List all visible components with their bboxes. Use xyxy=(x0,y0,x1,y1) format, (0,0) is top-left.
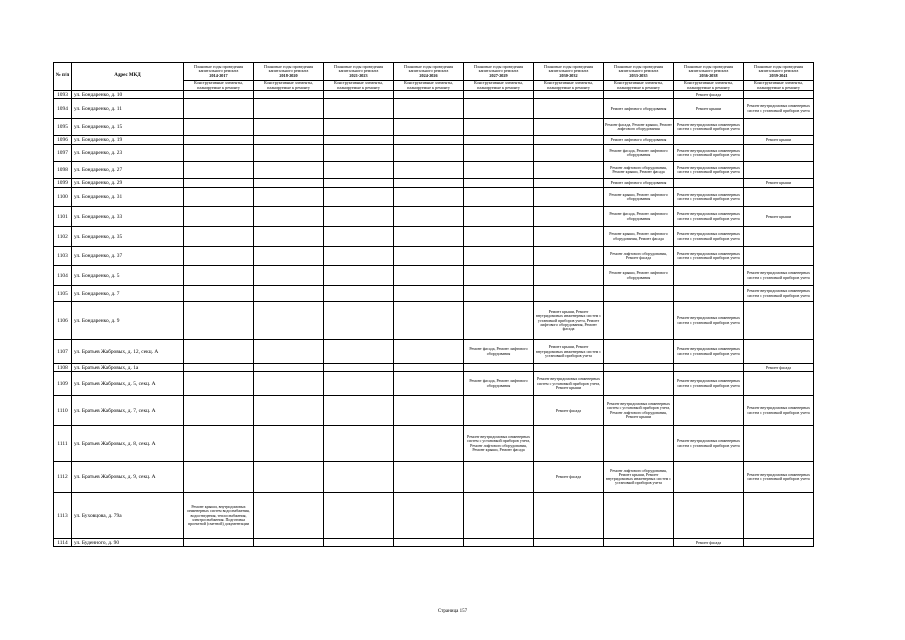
repair-cell xyxy=(324,119,394,136)
table-row xyxy=(54,136,814,145)
repair-cell xyxy=(534,188,604,207)
repair-cell xyxy=(184,207,254,227)
repair-cell xyxy=(744,426,814,462)
repair-cell xyxy=(674,493,744,539)
table-row xyxy=(54,539,814,547)
repair-cell xyxy=(534,227,604,247)
repair-cell: Ремонт крыши, Ремонт внутридомовых инженерных систем с установкой приборов учета, Ремонт лифтового оборудования, Ремонт фасада xyxy=(534,302,604,340)
repair-cell: Ремонт крыши xyxy=(744,136,814,145)
repair-cell xyxy=(534,136,604,145)
repair-cell xyxy=(604,302,674,340)
repair-cell: Ремонт внутридомовых инженерных систем с установкой приборов учета xyxy=(674,207,744,227)
repair-cell xyxy=(464,162,534,179)
repair-cell xyxy=(324,179,394,188)
repair-cell xyxy=(464,145,534,162)
repair-cell: Ремонт фасада xyxy=(534,396,604,426)
row-number: 1109 xyxy=(54,372,72,396)
repair-cell xyxy=(394,247,464,266)
repair-cell: Ремонт фасада xyxy=(674,91,744,99)
elements-subheader: Конструктивные элементы, планируемые к ремонту xyxy=(744,81,814,91)
repair-cell xyxy=(394,286,464,302)
repair-cell xyxy=(254,539,324,547)
row-number: 1096 xyxy=(54,136,72,145)
repair-cell xyxy=(744,493,814,539)
repair-cell xyxy=(254,266,324,286)
repair-cell xyxy=(394,91,464,99)
repair-cell xyxy=(744,188,814,207)
repair-cell xyxy=(604,340,674,364)
repair-cell xyxy=(184,188,254,207)
repair-cell xyxy=(184,266,254,286)
repair-cell: Ремонт внутридомовых инженерных систем с установкой приборов учета xyxy=(674,188,744,207)
repair-cell xyxy=(184,364,254,372)
repair-cell xyxy=(604,426,674,462)
repair-cell: Ремонт внутридомовых инженерных систем с установкой приборов учета xyxy=(744,266,814,286)
repair-cell: Ремонт внутридомовых инженерных систем с установкой приборов учета, Ремонт лифтового оборудования, Ремонт крыши, Ремонт фасада xyxy=(464,426,534,462)
repair-cell xyxy=(534,493,604,539)
row-number: 1104 xyxy=(54,266,72,286)
repair-cell xyxy=(534,364,604,372)
period-header: Плановые годы проведения капитального ремонта 2036-2038 xyxy=(674,63,744,81)
row-address: ул. Бондаренко, д. 5 xyxy=(72,266,184,286)
row-address: ул. Братьев Жабровых, д. 7, секц. А xyxy=(72,396,184,426)
elements-subheader: Конструктивные элементы, планируемые к ремонту xyxy=(464,81,534,91)
repair-cell xyxy=(394,372,464,396)
repair-cell: Ремонт лифтового оборудования xyxy=(604,99,674,119)
row-number: 1107 xyxy=(54,340,72,364)
repair-cell xyxy=(324,91,394,99)
row-number: 1099 xyxy=(54,179,72,188)
row-address: ул. Бондаренко, д. 7 xyxy=(72,286,184,302)
repair-cell xyxy=(394,188,464,207)
row-number: 1114 xyxy=(54,539,72,547)
row-number: 1106 xyxy=(54,302,72,340)
repair-cell xyxy=(254,99,324,119)
repair-cell xyxy=(184,426,254,462)
repair-cell: Ремонт лифтового оборудования xyxy=(604,179,674,188)
repair-cell: Ремонт фасада xyxy=(674,539,744,547)
table-row xyxy=(54,396,814,426)
repair-cell xyxy=(254,462,324,493)
repair-cell xyxy=(394,396,464,426)
repair-cell xyxy=(394,364,464,372)
repair-cell xyxy=(464,302,534,340)
row-address: ул. Буденного, д. 90 xyxy=(72,539,184,547)
repair-cell xyxy=(604,493,674,539)
period-header: Плановые годы проведения капитального ремонта 2030-2032 xyxy=(534,63,604,81)
repair-cell xyxy=(744,247,814,266)
row-address: ул. Братьев Жабровых, д. 8, секц. А xyxy=(72,426,184,462)
repair-cell xyxy=(184,286,254,302)
repair-cell: Ремонт внутридомовых инженерных систем с установкой приборов учета xyxy=(744,462,814,493)
repair-cell xyxy=(254,302,324,340)
repair-cell xyxy=(324,136,394,145)
repair-cell xyxy=(744,227,814,247)
repair-cell xyxy=(324,286,394,302)
column-header-number: № п/п xyxy=(54,63,72,91)
repair-cell xyxy=(254,372,324,396)
repair-cell xyxy=(254,136,324,145)
repair-cell: Ремонт фасада, Ремонт лифтового оборудования xyxy=(464,340,534,364)
repair-cell xyxy=(394,266,464,286)
repair-cell xyxy=(744,119,814,136)
repair-cell xyxy=(394,493,464,539)
period-header: Плановые годы проведения капитального ремонта 2021-2023 xyxy=(324,63,394,81)
repair-cell xyxy=(184,119,254,136)
row-address: ул. Бондаренко, д. 23 xyxy=(72,145,184,162)
repair-cell xyxy=(394,207,464,227)
repair-cell xyxy=(254,207,324,227)
repair-cell xyxy=(394,136,464,145)
repair-cell xyxy=(184,227,254,247)
repair-cell xyxy=(604,539,674,547)
repair-cell xyxy=(324,493,394,539)
repair-cell xyxy=(744,340,814,364)
repair-cell xyxy=(394,539,464,547)
repair-cell xyxy=(674,179,744,188)
table-row xyxy=(54,426,814,462)
repair-cell xyxy=(534,426,604,462)
table-row xyxy=(54,188,814,207)
repair-cell xyxy=(534,247,604,266)
row-address: ул. Бондаренко, д. 27 xyxy=(72,162,184,179)
repair-cell xyxy=(464,462,534,493)
period-header: Плановые годы проведения капитального ремонта 2014-2017 xyxy=(184,63,254,81)
repair-cell: Ремонт внутридомовых инженерных систем с установкой приборов учета xyxy=(744,286,814,302)
row-number: 1100 xyxy=(54,188,72,207)
repair-cell xyxy=(464,493,534,539)
repair-cell xyxy=(324,145,394,162)
repair-cell: Ремонт внутридомовых инженерных систем с установкой приборов учета xyxy=(674,247,744,266)
row-number: 1110 xyxy=(54,396,72,426)
repair-cell: Ремонт внутридомовых инженерных систем с установкой приборов учета, Ремонт крыши xyxy=(534,372,604,396)
repair-cell: Ремонт внутридомовых инженерных систем с установкой приборов учета xyxy=(674,119,744,136)
row-number: 1102 xyxy=(54,227,72,247)
repair-cell xyxy=(604,364,674,372)
repair-cell: Ремонт внутридомовых инженерных систем с установкой приборов учета xyxy=(674,227,744,247)
repair-cell xyxy=(324,302,394,340)
repair-cell: Ремонт внутридомовых инженерных систем с установкой приборов учета xyxy=(674,302,744,340)
table-row xyxy=(54,266,814,286)
repair-cell: Ремонт лифтового оборудования, Ремонт крыши, Ремонт внутридомовых инженерных систем с установкой приборов учета xyxy=(604,462,674,493)
row-number: 1095 xyxy=(54,119,72,136)
repair-cell xyxy=(464,119,534,136)
repair-cell xyxy=(324,396,394,426)
repair-cell xyxy=(534,179,604,188)
row-address: ул. Братьев Жабровых, д. 1а xyxy=(72,364,184,372)
repair-cell xyxy=(184,247,254,266)
repair-cell: Ремонт внутридомовых инженерных систем с установкой приборов учета xyxy=(674,162,744,179)
repair-cell xyxy=(394,99,464,119)
row-number: 1105 xyxy=(54,286,72,302)
repair-cell: Ремонт фасада xyxy=(534,462,604,493)
capital-repair-table xyxy=(53,62,813,547)
row-number: 1108 xyxy=(54,364,72,372)
table-row xyxy=(54,340,814,364)
repair-cell xyxy=(324,426,394,462)
repair-cell: Ремонт внутридомовых инженерных систем с установкой приборов учета xyxy=(674,372,744,396)
repair-cell xyxy=(464,136,534,145)
repair-cell xyxy=(674,136,744,145)
row-address: ул. Братьев Жабровых, д. 12, секц. А xyxy=(72,340,184,364)
repair-cell xyxy=(394,426,464,462)
repair-cell xyxy=(184,396,254,426)
table-row xyxy=(54,302,814,340)
row-address: ул. Бондаренко, д. 29 xyxy=(72,179,184,188)
repair-cell xyxy=(534,91,604,99)
repair-cell xyxy=(254,188,324,207)
repair-cell xyxy=(394,227,464,247)
repair-cell xyxy=(744,372,814,396)
repair-cell xyxy=(744,145,814,162)
repair-cell xyxy=(324,99,394,119)
repair-cell xyxy=(464,227,534,247)
repair-cell xyxy=(254,247,324,266)
repair-cell xyxy=(184,340,254,364)
row-number: 1111 xyxy=(54,426,72,462)
table-row xyxy=(54,493,814,539)
table-row xyxy=(54,286,814,302)
repair-cell xyxy=(464,207,534,227)
repair-cell xyxy=(534,145,604,162)
row-address: ул. Бондаренко, д. 15 xyxy=(72,119,184,136)
repair-cell xyxy=(184,99,254,119)
repair-cell xyxy=(534,266,604,286)
repair-cell: Ремонт крыши, Ремонт лифтового оборудования xyxy=(604,266,674,286)
repair-cell xyxy=(674,286,744,302)
period-header: Плановые годы проведения капитального ремонта 2027-2029 xyxy=(464,63,534,81)
repair-cell xyxy=(464,266,534,286)
repair-cell: Ремонт крыши, Ремонт внутридомовых инженерных систем с установкой приборов учета xyxy=(534,340,604,364)
repair-cell xyxy=(184,136,254,145)
repair-cell xyxy=(254,493,324,539)
period-header: Плановые годы проведения капитального ремонта 2033-2035 xyxy=(604,63,674,81)
repair-cell xyxy=(254,364,324,372)
repair-cell: Ремонт лифтового оборудования, Ремонт фасада xyxy=(604,247,674,266)
repair-cell xyxy=(184,162,254,179)
row-address: ул. Братьев Жабровых, д. 9, секц. А xyxy=(72,462,184,493)
table-row xyxy=(54,247,814,266)
row-number: 1112 xyxy=(54,462,72,493)
column-header-address: Адрес МКД xyxy=(72,63,184,91)
repair-cell xyxy=(254,119,324,136)
period-header: Плановые годы проведения капитального ремонта 2039-2041 xyxy=(744,63,814,81)
row-number: 1098 xyxy=(54,162,72,179)
repair-cell xyxy=(394,145,464,162)
elements-subheader: Конструктивные элементы, планируемые к ремонту xyxy=(674,81,744,91)
repair-cell xyxy=(394,119,464,136)
repair-cell: Ремонт лифтового оборудования, Ремонт крыши, Ремонт фасада xyxy=(604,162,674,179)
repair-cell xyxy=(604,91,674,99)
repair-cell: Ремонт крыши xyxy=(674,99,744,119)
repair-cell xyxy=(394,179,464,188)
table-row xyxy=(54,372,814,396)
row-number: 1097 xyxy=(54,145,72,162)
repair-cell xyxy=(674,396,744,426)
repair-cell: Ремонт фасада, Ремонт лифтового оборудования xyxy=(464,372,534,396)
repair-cell xyxy=(324,266,394,286)
table-row xyxy=(54,227,814,247)
repair-cell xyxy=(464,247,534,266)
repair-cell xyxy=(744,539,814,547)
elements-subheader: Конструктивные элементы, планируемые к ремонту xyxy=(604,81,674,91)
repair-cell xyxy=(324,227,394,247)
repair-cell: Ремонт фасада, Ремонт лифтового оборудования xyxy=(604,207,674,227)
repair-cell xyxy=(674,364,744,372)
repair-cell: Ремонт фасада xyxy=(744,364,814,372)
row-number: 1094 xyxy=(54,99,72,119)
repair-cell: Ремонт внутридомовых инженерных систем с установкой приборов учета xyxy=(744,396,814,426)
table-row xyxy=(54,179,814,188)
row-address: ул. Буховцова, д. 79а xyxy=(72,493,184,539)
repair-cell xyxy=(744,302,814,340)
repair-cell xyxy=(534,162,604,179)
table-row xyxy=(54,99,814,119)
row-number: 1103 xyxy=(54,247,72,266)
elements-subheader: Конструктивные элементы, планируемые к ремонту xyxy=(394,81,464,91)
repair-cell xyxy=(464,91,534,99)
elements-subheader: Конструктивные элементы, планируемые к ремонту xyxy=(534,81,604,91)
repair-cell xyxy=(324,462,394,493)
repair-cell xyxy=(394,162,464,179)
repair-cell xyxy=(534,207,604,227)
repair-cell xyxy=(394,302,464,340)
repair-cell xyxy=(254,286,324,302)
repair-cell xyxy=(324,364,394,372)
repair-cell xyxy=(184,539,254,547)
repair-cell xyxy=(464,364,534,372)
repair-cell xyxy=(464,179,534,188)
repair-cell xyxy=(324,539,394,547)
table-row xyxy=(54,207,814,227)
row-address: ул. Бондаренко, д. 35 xyxy=(72,227,184,247)
row-address: ул. Бондаренко, д. 11 xyxy=(72,99,184,119)
row-number: 1113 xyxy=(54,493,72,539)
repair-cell xyxy=(324,207,394,227)
repair-cell: Ремонт фасада, Ремонт лифтового оборудования xyxy=(604,145,674,162)
repair-cell xyxy=(254,145,324,162)
table-row xyxy=(54,91,814,99)
repair-cell: Ремонт крыши, внутридомовых инженерных систем водоснабжения, водоотведения, теплоснабжения, электроснабжения. Подготовка проектной (сметной) документации xyxy=(184,493,254,539)
row-address: ул. Братьев Жабровых, д. 5, секц. А xyxy=(72,372,184,396)
repair-cell xyxy=(184,302,254,340)
repair-cell xyxy=(534,119,604,136)
repair-cell xyxy=(254,179,324,188)
row-address: ул. Бондаренко, д. 10 xyxy=(72,91,184,99)
repair-cell: Ремонт лифтового оборудования xyxy=(604,136,674,145)
table-row xyxy=(54,162,814,179)
repair-cell xyxy=(604,286,674,302)
repair-cell xyxy=(254,396,324,426)
repair-cell xyxy=(254,227,324,247)
repair-cell xyxy=(674,266,744,286)
row-address: ул. Бондаренко, д. 37 xyxy=(72,247,184,266)
table-row xyxy=(54,462,814,493)
repair-cell xyxy=(394,462,464,493)
repair-cell xyxy=(394,340,464,364)
repair-cell xyxy=(604,372,674,396)
repair-cell xyxy=(184,372,254,396)
row-number: 1093 xyxy=(54,91,72,99)
repair-cell xyxy=(674,462,744,493)
table-row xyxy=(54,145,814,162)
period-header: Плановые годы проведения капитального ремонта 2024-2026 xyxy=(394,63,464,81)
repair-cell xyxy=(184,462,254,493)
repair-cell xyxy=(254,426,324,462)
table-row xyxy=(54,364,814,372)
repair-cell xyxy=(254,91,324,99)
repair-cell xyxy=(254,162,324,179)
repair-cell xyxy=(324,340,394,364)
repair-cell xyxy=(184,179,254,188)
repair-cell xyxy=(184,91,254,99)
row-address: ул. Бондаренко, д. 31 xyxy=(72,188,184,207)
repair-cell xyxy=(464,396,534,426)
row-address: ул. Бондаренко, д. 19 xyxy=(72,136,184,145)
row-number: 1101 xyxy=(54,207,72,227)
repair-cell: Ремонт крыши xyxy=(744,207,814,227)
table-row xyxy=(54,119,814,136)
repair-cell xyxy=(464,99,534,119)
repair-cell: Ремонт крыши xyxy=(744,179,814,188)
repair-cell xyxy=(744,162,814,179)
repair-cell: Ремонт внутридомовых инженерных систем с установкой приборов учета xyxy=(674,426,744,462)
repair-cell xyxy=(534,286,604,302)
repair-cell: Ремонт внутридомовых инженерных систем с установкой приборов учета, Ремонт лифтового оборудования, Ремонт крыши xyxy=(604,396,674,426)
repair-cell: Ремонт крыши, Ремонт лифтового оборудования, Ремонт фасада xyxy=(604,227,674,247)
repair-cell xyxy=(464,188,534,207)
repair-cell: Ремонт внутридомовых инженерных систем с установкой приборов учета xyxy=(674,340,744,364)
repair-cell xyxy=(744,91,814,99)
period-header: Плановые годы проведения капитального ремонта 2018-2020 xyxy=(254,63,324,81)
repair-cell xyxy=(464,286,534,302)
repair-cell xyxy=(534,539,604,547)
repair-cell xyxy=(324,188,394,207)
repair-cell: Ремонт внутридомовых инженерных систем с установкой приборов учета xyxy=(674,145,744,162)
elements-subheader: Конструктивные элементы, планируемые к ремонту xyxy=(254,81,324,91)
repair-cell xyxy=(254,340,324,364)
repair-cell xyxy=(464,539,534,547)
repair-cell xyxy=(534,99,604,119)
repair-cell: Ремонт внутридомовых инженерных систем с установкой приборов учета xyxy=(744,99,814,119)
row-address: ул. Бондаренко, д. 33 xyxy=(72,207,184,227)
repair-cell xyxy=(324,247,394,266)
repair-cell xyxy=(324,162,394,179)
row-address: ул. Бондаренко, д. 9 xyxy=(72,302,184,340)
repair-cell xyxy=(324,372,394,396)
elements-subheader: Конструктивные элементы, планируемые к ремонту xyxy=(324,81,394,91)
repair-cell: Ремонт крыши, Ремонт лифтового оборудования xyxy=(604,188,674,207)
elements-subheader: Конструктивные элементы, планируемые к ремонту xyxy=(184,81,254,91)
repair-cell xyxy=(184,145,254,162)
repair-cell: Ремонт фасада, Ремонт крыши, Ремонт лифтового оборудования xyxy=(604,119,674,136)
page-number: Страница 157 xyxy=(437,609,468,614)
